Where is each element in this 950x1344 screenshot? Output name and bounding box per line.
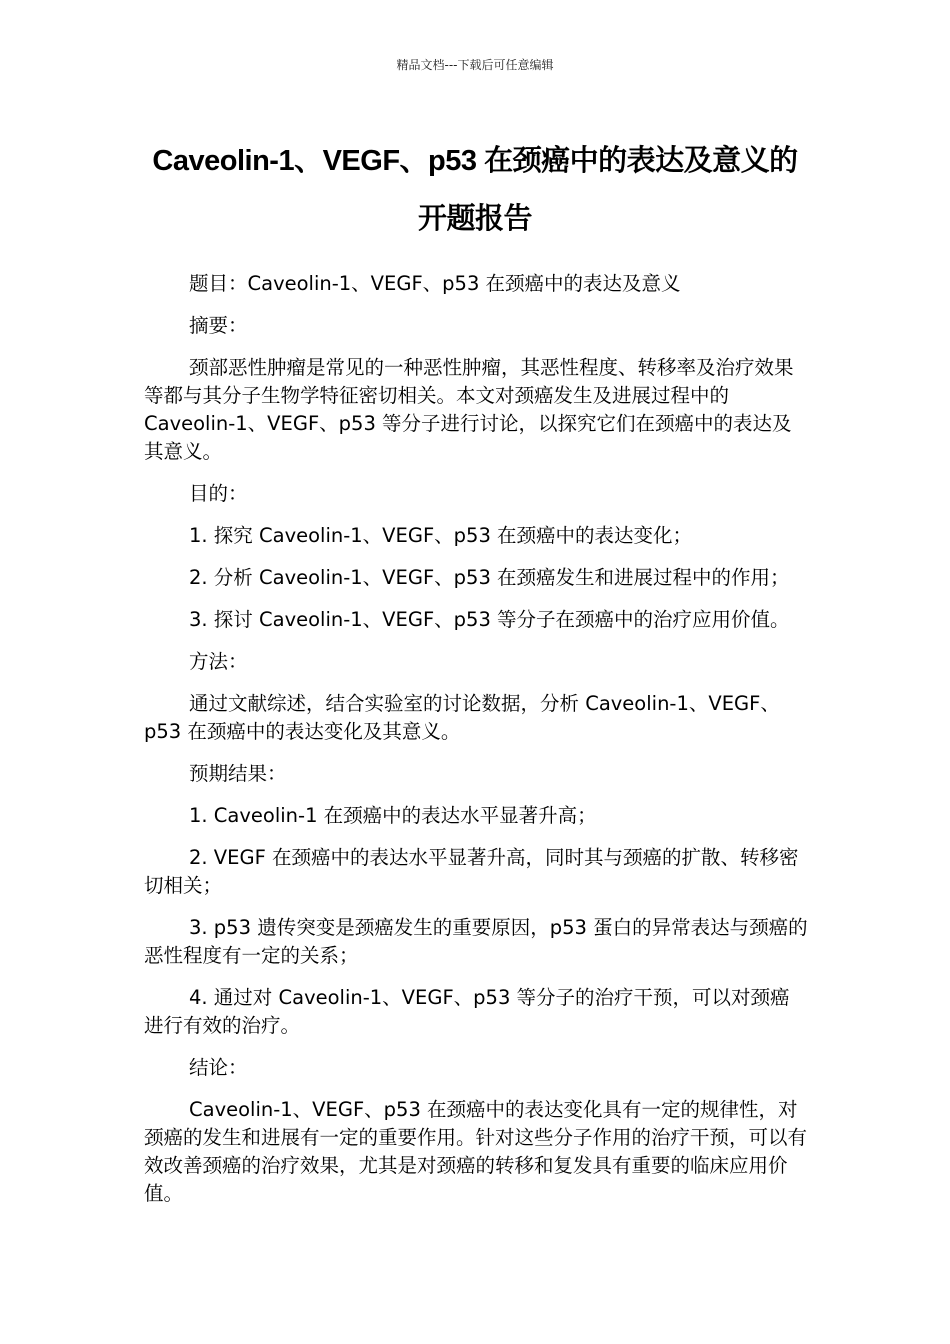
purpose-item-3: 3. 探讨 Caveolin-1、VEGF、p53 等分子在颈癌中的治疗应用价值。: [189, 608, 790, 631]
document-body: [144, 270, 809, 1222]
title-line-2: 开题报告: [417, 203, 532, 235]
result-item-2: 2. VEGF 在颈癌中的表达水平显著升高，同时其与颈癌的扩散、转移密切相关；: [144, 846, 799, 897]
purpose-heading: 目的：: [189, 482, 248, 505]
document-title: [100, 132, 850, 248]
abstract-heading: 摘要：: [189, 314, 248, 337]
result-item-1: 1. Caveolin-1 在颈癌中的表达水平显著升高；: [189, 804, 597, 827]
method-paragraph: 通过文献综述，结合实验室的讨论数据，分析 Caveolin-1、VEGF、p53 在颈癌中的表达变化及其意义。: [144, 692, 780, 743]
topic-line: 题目：Caveolin-1、VEGF、p53 在颈癌中的表达及意义: [189, 272, 681, 295]
method-heading: 方法：: [189, 650, 248, 673]
conclusion-paragraph: Caveolin-1、VEGF、p53 在颈癌中的表达变化具有一定的规律性，对颈癌的发生和进展有一定的重要作用。针对这些分子作用的治疗干预，可以有效改善颈癌的治疗效果，尤其是对颈癌的转移和复发具有重要的临床应用价值。: [144, 1098, 808, 1205]
result-item-4: 4. 通过对 Caveolin-1、VEGF、p53 等分子的治疗干预，可以对颈癌进行有效的治疗。: [144, 986, 790, 1037]
conclusion-heading: 结论：: [189, 1056, 248, 1079]
title-line-1: Caveolin-1、VEGF、p53 在颈癌中的表达及意义的: [152, 145, 798, 177]
result-item-3: 3. p53 遗传突变是颈癌发生的重要原因，p53 蛋白的异常表达与颈癌的恶性程度有一定的关系；: [144, 916, 808, 967]
header-note: 精品文档---下载后可任意编辑: [396, 58, 554, 72]
abstract-paragraph: 颈部恶性肿瘤是常见的一种恶性肿瘤，其恶性程度、转移率及治疗效果等都与其分子生物学特征密切相关。本文对颈癌发生及进展过程中的 Caveolin-1、VEGF、p53 等分子进行讨论，以探究它们在颈癌中的表达及其意义。: [144, 356, 794, 463]
results-heading: 预期结果：: [189, 762, 287, 785]
purpose-item-2: 2. 分析 Caveolin-1、VEGF、p53 在颈癌发生和进展过程中的作用；: [189, 566, 790, 589]
purpose-item-1: 1. 探究 Caveolin-1、VEGF、p53 在颈癌中的表达变化；: [189, 524, 693, 547]
